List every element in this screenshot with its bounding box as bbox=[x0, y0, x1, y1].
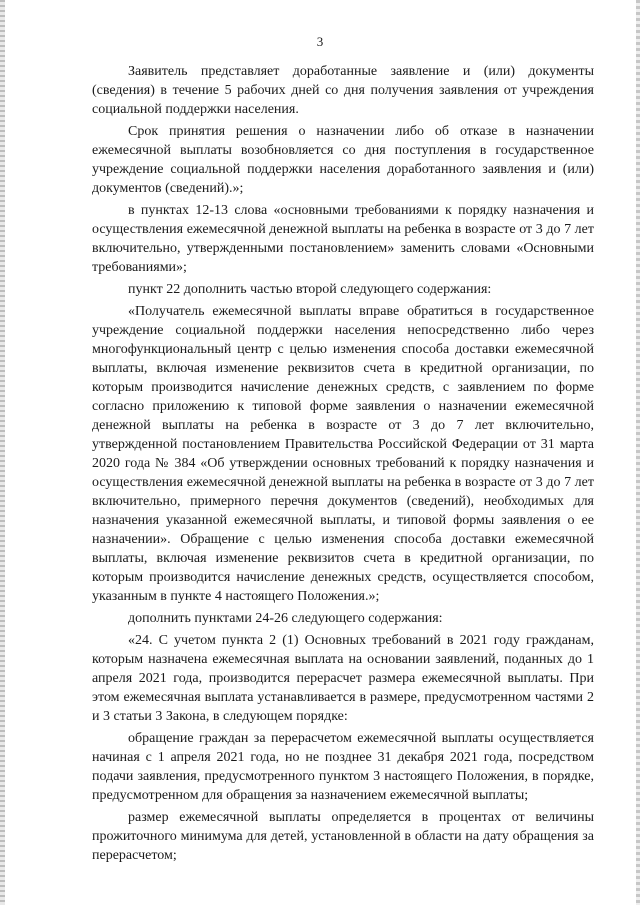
paragraph-7: «24. С учетом пункта 2 (1) Основных требований в 2021 году гражданам, которым назначена ежемесячная выплата на основании заявлений, поданных до 1 апреля 2021 года, производится перерасчет размера ежемесячной выплаты. При этом ежемесячная выплата устанавливается в размере, предусмотренном частями 2 и 3 статьи 3 Закона, в следующем порядке: bbox=[92, 633, 594, 724]
paragraph-1: Заявитель представляет доработанные заявление и (или) документы (сведения) в течение 5 рабочих дней со дня получения заявления от учреждения социальной поддержки населения. bbox=[92, 64, 594, 117]
paragraph-9: размер ежемесячной выплаты определяется в процентах от величины прожиточного минимума для детей, установленной в области на дату обращения за перерасчетом; bbox=[92, 810, 594, 863]
scan-edge-left bbox=[0, 0, 5, 905]
scan-edge-right bbox=[636, 0, 640, 905]
paragraph-2: Срок принятия решения о назначении либо об отказе в назначении ежемесячной выплаты возобновляется со дня поступления в государственное учреждение социальной поддержки населения доработанного заявления и (или) документов (сведений).»; bbox=[92, 124, 594, 196]
page-number: 3 bbox=[316, 34, 324, 49]
paragraph-8: обращение граждан за перерасчетом ежемесячной выплаты осуществляется начиная с 1 апреля 2021 года, но не позднее 31 декабря 2021 года, посредством подачи заявления, предусмотренного пунктом 3 настоящего Положения, в порядке, предусмотренном для обращения за назначением ежемесячной выплаты; bbox=[92, 731, 594, 803]
paragraph-4: пункт 22 дополнить частью второй следующего содержания: bbox=[128, 282, 492, 297]
paragraph-5: «Получатель ежемесячной выплаты вправе обратиться в государственное учреждение социальной поддержки населения непосредственно либо через многофункциональный центр с целью изменения способа доставки ежемесячной выплаты, включая изменение реквизитов счета в кредитной организации, по которым производится начисление денежных средств, с заявлением по форме согласно приложению к типовой форме заявления о назначении ежемесячной денежной выплаты на ребенка в возрасте от 3 до 7 лет включительно, утвержденной постановлением Правительства Российской Федерации от 31 марта 2020 года № 384 «Об утверждении основных требований к порядку назначения и осуществления ежемесячной денежной выплаты на ребенка в возрасте от 3 до 7 лет включительно, примерного перечня документов (сведений), необходимых для назначения указанной ежемесячной выплаты, и типовой формы заявления о ее назначении». Обращение с целью изменения способа доставки ежемесячной выплаты, включая изменение реквизитов счета в кредитной организации, по которым производится начисление денежных средств, осуществляется способом, указанным в пункте 4 настоящего Положения.»; bbox=[92, 304, 594, 604]
paragraph-3: в пунктах 12-13 слова «основными требованиями к порядку назначения и осуществления ежемесячной денежной выплаты на ребенка в возрасте от 3 до 7 лет включительно, утвержденными постановлением» заменить словами «Основными требованиями»; bbox=[92, 203, 594, 275]
document-body bbox=[92, 62, 594, 868]
paragraph-6: дополнить пунктами 24-26 следующего содержания: bbox=[128, 611, 443, 626]
